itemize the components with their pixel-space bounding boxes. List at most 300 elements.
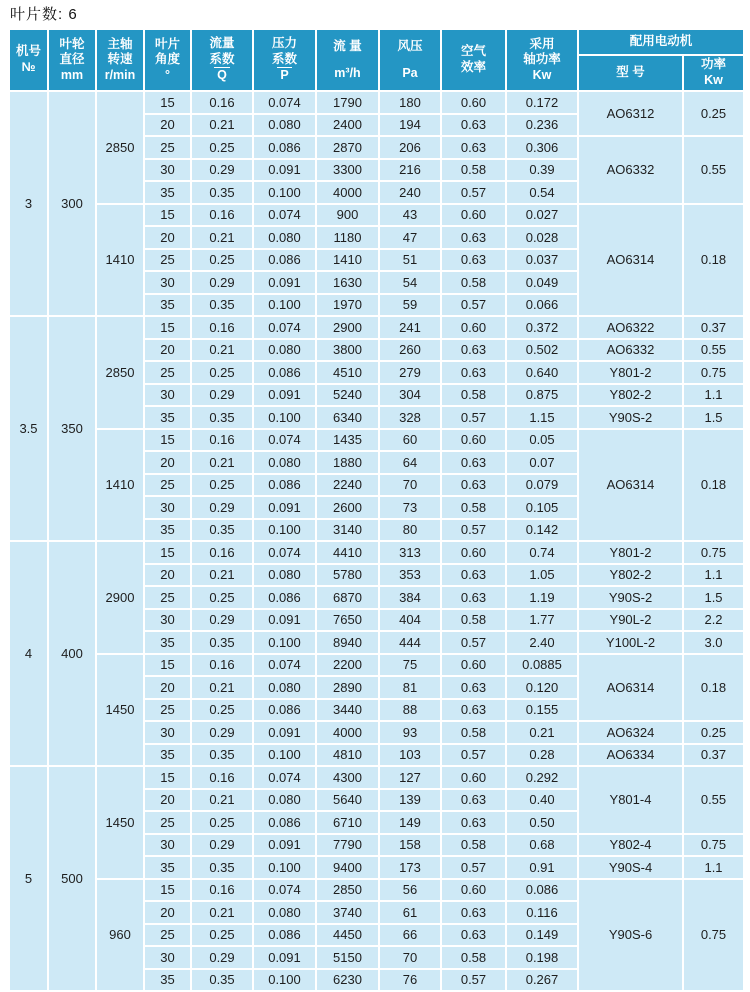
blade-angle-cell: 20 (144, 451, 191, 474)
wind-pressure-cell: 70 (379, 474, 441, 497)
page-title: 叶片数: 6 (10, 6, 78, 23)
blade-angle-cell: 35 (144, 631, 191, 654)
wind-pressure-cell: 353 (379, 564, 441, 587)
flow-coefficient-cell: 0.29 (191, 159, 253, 182)
flow-coefficient-cell: 0.29 (191, 946, 253, 969)
pressure-coefficient-cell: 0.080 (253, 226, 316, 249)
blade-angle-cell: 30 (144, 834, 191, 857)
table-row (9, 316, 744, 339)
blade-angle-cell: 20 (144, 789, 191, 812)
header-line: 功率 (701, 57, 727, 72)
flow-rate-cell: 4410 (316, 541, 379, 564)
flow-coefficient-cell: 0.16 (191, 316, 253, 339)
col-header-motor-group (578, 29, 744, 55)
blade-angle-cell: 35 (144, 519, 191, 542)
pressure-coefficient-cell: 0.091 (253, 946, 316, 969)
air-efficiency-cell: 0.63 (441, 586, 506, 609)
flow-rate-cell: 6230 (316, 969, 379, 992)
air-efficiency-cell: 0.58 (441, 159, 506, 182)
pressure-coefficient-cell: 0.086 (253, 924, 316, 947)
motor-model-cell: AO6314 (578, 429, 683, 542)
flow-rate-cell: 1630 (316, 271, 379, 294)
wind-pressure-cell: 313 (379, 541, 441, 564)
spindle-speed-cell: 2900 (96, 541, 144, 654)
pressure-coefficient-cell: 0.100 (253, 294, 316, 317)
blade-angle-cell: 35 (144, 406, 191, 429)
shaft-power-cell: 0.116 (506, 901, 578, 924)
col-header-flow-rate (316, 29, 379, 91)
motor-model-cell: Y801-2 (578, 541, 683, 564)
pressure-coefficient-cell: 0.086 (253, 361, 316, 384)
blade-angle-cell: 30 (144, 384, 191, 407)
blade-angle-cell: 30 (144, 946, 191, 969)
flow-coefficient-cell: 0.29 (191, 496, 253, 519)
header-line: 流 量 (333, 38, 362, 53)
col-header-blade-angle (144, 29, 191, 91)
flow-rate-cell: 1970 (316, 294, 379, 317)
blade-angle-cell: 25 (144, 361, 191, 384)
pressure-coefficient-cell: 0.086 (253, 474, 316, 497)
shaft-power-cell: 0.74 (506, 541, 578, 564)
flow-rate-cell: 6340 (316, 406, 379, 429)
flow-coefficient-cell: 0.21 (191, 114, 253, 137)
blade-angle-cell: 25 (144, 811, 191, 834)
motor-model-cell: Y90S-4 (578, 856, 683, 879)
blade-angle-cell: 15 (144, 316, 191, 339)
blade-angle-cell: 25 (144, 924, 191, 947)
header-line: 流量 (209, 36, 235, 51)
header-line: mm (60, 67, 84, 82)
blade-angle-cell: 20 (144, 676, 191, 699)
air-efficiency-cell: 0.60 (441, 316, 506, 339)
header-line: 采用 (529, 36, 555, 51)
wind-pressure-cell: 216 (379, 159, 441, 182)
blade-angle-cell: 20 (144, 226, 191, 249)
motor-model-cell: AO6322 (578, 316, 683, 339)
machine-no-cell: 5 (9, 766, 48, 991)
flow-coefficient-cell: 0.21 (191, 564, 253, 587)
flow-coefficient-cell: 0.16 (191, 429, 253, 452)
header-line: 叶轮 (59, 36, 85, 51)
shaft-power-cell: 0.05 (506, 429, 578, 452)
pressure-coefficient-cell: 0.100 (253, 181, 316, 204)
shaft-power-cell: 0.236 (506, 114, 578, 137)
flow-rate-cell: 1435 (316, 429, 379, 452)
blade-angle-cell: 35 (144, 294, 191, 317)
header-unit: Kw (704, 73, 723, 87)
shaft-power-cell: 1.77 (506, 609, 578, 632)
motor-power-cell: 0.37 (683, 744, 744, 767)
shaft-power-cell: 0.91 (506, 856, 578, 879)
wind-pressure-cell: 59 (379, 294, 441, 317)
flow-rate-cell: 8940 (316, 631, 379, 654)
flow-coefficient-cell: 0.25 (191, 474, 253, 497)
flow-coefficient-cell: 0.35 (191, 519, 253, 542)
wind-pressure-cell: 194 (379, 114, 441, 137)
air-efficiency-cell: 0.57 (441, 181, 506, 204)
shaft-power-cell: 0.086 (506, 879, 578, 902)
motor-power-cell: 1.1 (683, 384, 744, 407)
header-line: 机号 (15, 44, 41, 59)
shaft-power-cell: 0.149 (506, 924, 578, 947)
motor-power-cell: 0.25 (683, 721, 744, 744)
motor-model-cell: Y100L-2 (578, 631, 683, 654)
air-efficiency-cell: 0.58 (441, 609, 506, 632)
wind-pressure-cell: 328 (379, 406, 441, 429)
shaft-power-cell: 0.07 (506, 451, 578, 474)
wind-pressure-cell: 304 (379, 384, 441, 407)
wind-pressure-cell: 93 (379, 721, 441, 744)
flow-rate-cell: 2870 (316, 136, 379, 159)
motor-model-cell: Y801-4 (578, 766, 683, 834)
air-efficiency-cell: 0.63 (441, 136, 506, 159)
blade-angle-cell: 15 (144, 766, 191, 789)
pressure-coefficient-cell: 0.074 (253, 204, 316, 227)
flow-coefficient-cell: 0.35 (191, 406, 253, 429)
flow-rate-cell: 5150 (316, 946, 379, 969)
header-unit: Pa (402, 65, 418, 80)
spindle-speed-cell: 2850 (96, 316, 144, 429)
motor-power-cell: 0.75 (683, 361, 744, 384)
flow-coefficient-cell: 0.16 (191, 879, 253, 902)
header-line: 系数 (271, 51, 297, 66)
shaft-power-cell: 0.875 (506, 384, 578, 407)
pressure-coefficient-cell: 0.074 (253, 429, 316, 452)
flow-coefficient-cell: 0.21 (191, 226, 253, 249)
pressure-coefficient-cell: 0.074 (253, 879, 316, 902)
pressure-coefficient-cell: 0.074 (253, 654, 316, 677)
air-efficiency-cell: 0.63 (441, 339, 506, 362)
col-header-flow-coefficient (191, 29, 253, 91)
flow-coefficient-cell: 0.16 (191, 91, 253, 114)
blade-angle-cell: 30 (144, 721, 191, 744)
air-efficiency-cell: 0.63 (441, 699, 506, 722)
motor-model-cell: AO6324 (578, 721, 683, 744)
wind-pressure-cell: 51 (379, 249, 441, 272)
header-line: 转速 (107, 52, 133, 67)
air-efficiency-cell: 0.63 (441, 474, 506, 497)
motor-power-cell: 0.75 (683, 541, 744, 564)
flow-rate-cell: 3300 (316, 159, 379, 182)
wind-pressure-cell: 80 (379, 519, 441, 542)
air-efficiency-cell: 0.60 (441, 766, 506, 789)
flow-coefficient-cell: 0.35 (191, 744, 253, 767)
blade-angle-cell: 15 (144, 91, 191, 114)
air-efficiency-cell: 0.63 (441, 451, 506, 474)
header-unit: Kw (532, 67, 552, 82)
air-efficiency-cell: 0.60 (441, 541, 506, 564)
pressure-coefficient-cell: 0.086 (253, 699, 316, 722)
spindle-speed-cell: 960 (96, 879, 144, 992)
air-efficiency-cell: 0.57 (441, 969, 506, 992)
wind-pressure-cell: 70 (379, 946, 441, 969)
wind-pressure-cell: 149 (379, 811, 441, 834)
air-efficiency-cell: 0.58 (441, 384, 506, 407)
pressure-coefficient-cell: 0.086 (253, 249, 316, 272)
pressure-coefficient-cell: 0.100 (253, 856, 316, 879)
blade-angle-cell: 15 (144, 879, 191, 902)
flow-rate-cell: 2240 (316, 474, 379, 497)
motor-power-cell: 3.0 (683, 631, 744, 654)
flow-rate-cell: 4300 (316, 766, 379, 789)
col-header-pressure-coefficient (253, 29, 316, 91)
wind-pressure-cell: 404 (379, 609, 441, 632)
blade-angle-cell: 35 (144, 744, 191, 767)
shaft-power-cell: 0.39 (506, 159, 578, 182)
header-line: 系数 (209, 51, 235, 66)
blade-angle-cell: 30 (144, 496, 191, 519)
wind-pressure-cell: 47 (379, 226, 441, 249)
flow-coefficient-cell: 0.21 (191, 901, 253, 924)
shaft-power-cell: 0.502 (506, 339, 578, 362)
flow-rate-cell: 2900 (316, 316, 379, 339)
motor-power-cell: 2.2 (683, 609, 744, 632)
flow-coefficient-cell: 0.16 (191, 541, 253, 564)
table-row (9, 654, 744, 677)
air-efficiency-cell: 0.60 (441, 654, 506, 677)
flow-coefficient-cell: 0.21 (191, 789, 253, 812)
wind-pressure-cell: 73 (379, 496, 441, 519)
air-efficiency-cell: 0.57 (441, 631, 506, 654)
blade-angle-cell: 30 (144, 159, 191, 182)
blade-angle-cell: 25 (144, 699, 191, 722)
flow-coefficient-cell: 0.35 (191, 969, 253, 992)
header-line: 压力 (271, 36, 297, 51)
flow-rate-cell: 6710 (316, 811, 379, 834)
wind-pressure-cell: 139 (379, 789, 441, 812)
motor-model-cell: Y90S-6 (578, 879, 683, 992)
header-line: 角度 (154, 52, 180, 67)
blade-angle-cell: 20 (144, 564, 191, 587)
shaft-power-cell: 0.120 (506, 676, 578, 699)
shaft-power-cell: 1.19 (506, 586, 578, 609)
col-header-air-efficiency (441, 29, 506, 91)
air-efficiency-cell: 0.57 (441, 294, 506, 317)
flow-coefficient-cell: 0.29 (191, 609, 253, 632)
flow-rate-cell: 7650 (316, 609, 379, 632)
header-line: 叶片 (154, 36, 180, 51)
header-line: 空气 (460, 44, 486, 59)
wind-pressure-cell: 260 (379, 339, 441, 362)
wind-pressure-cell: 206 (379, 136, 441, 159)
flow-rate-cell: 6870 (316, 586, 379, 609)
flow-coefficient-cell: 0.25 (191, 249, 253, 272)
impeller-diameter-cell: 500 (48, 766, 96, 991)
wind-pressure-cell: 43 (379, 204, 441, 227)
shaft-power-cell: 1.05 (506, 564, 578, 587)
flow-coefficient-cell: 0.35 (191, 181, 253, 204)
flow-rate-cell: 3800 (316, 339, 379, 362)
pressure-coefficient-cell: 0.080 (253, 564, 316, 587)
spindle-speed-cell: 1450 (96, 654, 144, 767)
flow-rate-cell: 4510 (316, 361, 379, 384)
blade-angle-cell: 25 (144, 474, 191, 497)
shaft-power-cell: 0.640 (506, 361, 578, 384)
table-row (9, 766, 744, 789)
air-efficiency-cell: 0.60 (441, 204, 506, 227)
flow-rate-cell: 1180 (316, 226, 379, 249)
pressure-coefficient-cell: 0.080 (253, 339, 316, 362)
pressure-coefficient-cell: 0.091 (253, 496, 316, 519)
header-line: r/min (104, 67, 136, 82)
motor-power-cell: 1.1 (683, 564, 744, 587)
flow-coefficient-cell: 0.25 (191, 811, 253, 834)
flow-rate-cell: 2200 (316, 654, 379, 677)
wind-pressure-cell: 76 (379, 969, 441, 992)
motor-power-cell: 1.5 (683, 406, 744, 429)
air-efficiency-cell: 0.60 (441, 429, 506, 452)
air-efficiency-cell: 0.57 (441, 856, 506, 879)
flow-rate-cell: 1880 (316, 451, 379, 474)
flow-coefficient-cell: 0.16 (191, 654, 253, 677)
flow-rate-cell: 4450 (316, 924, 379, 947)
table-row (9, 204, 744, 227)
machine-no-cell: 3.5 (9, 316, 48, 541)
motor-power-cell: 0.75 (683, 879, 744, 992)
flow-coefficient-cell: 0.21 (191, 339, 253, 362)
blade-angle-cell: 25 (144, 249, 191, 272)
shaft-power-cell: 0.40 (506, 789, 578, 812)
motor-model-cell: Y802-2 (578, 384, 683, 407)
motor-model-cell: Y802-2 (578, 564, 683, 587)
pressure-coefficient-cell: 0.100 (253, 519, 316, 542)
wind-pressure-cell: 66 (379, 924, 441, 947)
flow-coefficient-cell: 0.35 (191, 856, 253, 879)
shaft-power-cell: 0.079 (506, 474, 578, 497)
shaft-power-cell: 0.155 (506, 699, 578, 722)
header-line: № (21, 60, 36, 74)
spec-table-header (9, 29, 744, 91)
col-header-machine-no (9, 29, 48, 91)
motor-power-cell: 0.37 (683, 316, 744, 339)
shaft-power-cell: 0.105 (506, 496, 578, 519)
col-header-motor-model (578, 55, 683, 91)
air-efficiency-cell: 0.63 (441, 564, 506, 587)
col-header-spindle-speed (96, 29, 144, 91)
header-line: 配用电动机 (629, 34, 693, 49)
p-bar-symbol: P (277, 67, 291, 82)
shaft-power-cell: 0.372 (506, 316, 578, 339)
pressure-coefficient-cell: 0.074 (253, 91, 316, 114)
air-efficiency-cell: 0.60 (441, 91, 506, 114)
wind-pressure-cell: 75 (379, 654, 441, 677)
pressure-coefficient-cell: 0.080 (253, 676, 316, 699)
air-efficiency-cell: 0.58 (441, 946, 506, 969)
wind-pressure-cell: 127 (379, 766, 441, 789)
header-line: 轴功率 (523, 52, 561, 67)
wind-pressure-cell: 444 (379, 631, 441, 654)
motor-model-cell: Y90L-2 (578, 609, 683, 632)
flow-rate-cell: 4000 (316, 721, 379, 744)
flow-rate-cell: 4000 (316, 181, 379, 204)
wind-pressure-cell: 158 (379, 834, 441, 857)
shaft-power-cell: 1.15 (506, 406, 578, 429)
flow-rate-cell: 4810 (316, 744, 379, 767)
flow-rate-cell: 5240 (316, 384, 379, 407)
motor-model-cell: Y802-4 (578, 834, 683, 857)
air-efficiency-cell: 0.63 (441, 361, 506, 384)
pressure-coefficient-cell: 0.074 (253, 541, 316, 564)
header-line: 风压 (397, 38, 423, 53)
wind-pressure-cell: 180 (379, 91, 441, 114)
motor-power-cell: 0.18 (683, 204, 744, 317)
pressure-coefficient-cell: 0.080 (253, 901, 316, 924)
wind-pressure-cell: 240 (379, 181, 441, 204)
pressure-coefficient-cell: 0.086 (253, 811, 316, 834)
flow-coefficient-cell: 0.25 (191, 699, 253, 722)
spec-table (8, 28, 745, 992)
motor-model-cell: AO6312 (578, 91, 683, 136)
air-efficiency-cell: 0.57 (441, 519, 506, 542)
flow-rate-cell: 3440 (316, 699, 379, 722)
pressure-coefficient-cell: 0.074 (253, 316, 316, 339)
wind-pressure-cell: 56 (379, 879, 441, 902)
header-unit: m³/h (334, 65, 361, 80)
blade-angle-cell: 35 (144, 181, 191, 204)
blade-angle-cell: 35 (144, 969, 191, 992)
shaft-power-cell: 0.198 (506, 946, 578, 969)
blade-angle-cell: 15 (144, 429, 191, 452)
impeller-diameter-cell: 400 (48, 541, 96, 766)
wind-pressure-cell: 64 (379, 451, 441, 474)
flow-coefficient-cell: 0.29 (191, 384, 253, 407)
air-efficiency-cell: 0.63 (441, 249, 506, 272)
flow-rate-cell: 2600 (316, 496, 379, 519)
impeller-diameter-cell: 350 (48, 316, 96, 541)
air-efficiency-cell: 0.58 (441, 271, 506, 294)
motor-power-cell: 0.75 (683, 834, 744, 857)
wind-pressure-cell: 81 (379, 676, 441, 699)
wind-pressure-cell: 61 (379, 901, 441, 924)
flow-coefficient-cell: 0.25 (191, 136, 253, 159)
flow-rate-cell: 9400 (316, 856, 379, 879)
machine-no-cell: 4 (9, 541, 48, 766)
pressure-coefficient-cell: 0.080 (253, 789, 316, 812)
motor-model-cell: Y90S-2 (578, 406, 683, 429)
motor-power-cell: 0.18 (683, 429, 744, 542)
flow-coefficient-cell: 0.25 (191, 361, 253, 384)
air-efficiency-cell: 0.63 (441, 924, 506, 947)
flow-rate-cell: 2890 (316, 676, 379, 699)
motor-power-cell: 1.5 (683, 586, 744, 609)
motor-power-cell: 1.1 (683, 856, 744, 879)
air-efficiency-cell: 0.60 (441, 879, 506, 902)
blade-angle-cell: 15 (144, 654, 191, 677)
shaft-power-cell: 2.40 (506, 631, 578, 654)
col-header-impeller-diameter (48, 29, 96, 91)
blade-angle-cell: 20 (144, 114, 191, 137)
flow-coefficient-cell: 0.21 (191, 676, 253, 699)
shaft-power-cell: 0.037 (506, 249, 578, 272)
blade-angle-cell: 25 (144, 586, 191, 609)
motor-model-cell: AO6314 (578, 204, 683, 317)
shaft-power-cell: 0.54 (506, 181, 578, 204)
motor-model-cell: AO6332 (578, 339, 683, 362)
flow-coefficient-cell: 0.25 (191, 924, 253, 947)
air-efficiency-cell: 0.58 (441, 496, 506, 519)
table-row (9, 91, 744, 114)
pressure-coefficient-cell: 0.080 (253, 114, 316, 137)
shaft-power-cell: 0.68 (506, 834, 578, 857)
wind-pressure-cell: 173 (379, 856, 441, 879)
pressure-coefficient-cell: 0.091 (253, 721, 316, 744)
shaft-power-cell: 0.027 (506, 204, 578, 227)
pressure-coefficient-cell: 0.074 (253, 766, 316, 789)
pressure-coefficient-cell: 0.091 (253, 384, 316, 407)
shaft-power-cell: 0.028 (506, 226, 578, 249)
motor-model-cell: AO6334 (578, 744, 683, 767)
pressure-coefficient-cell: 0.080 (253, 451, 316, 474)
